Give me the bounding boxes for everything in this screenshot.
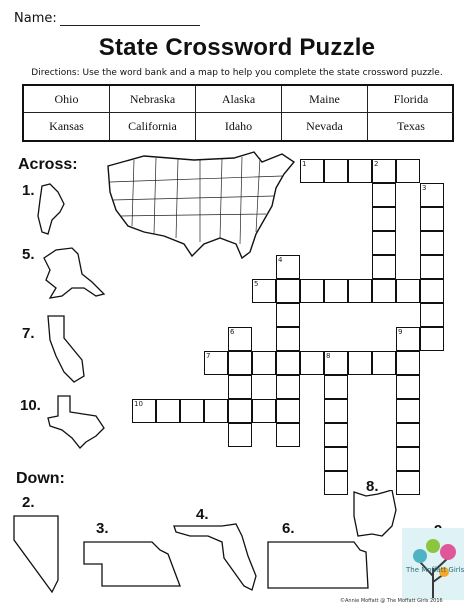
- texas-outline: [44, 394, 108, 450]
- crossword-cell-number: 5: [254, 280, 259, 288]
- crossword-cell[interactable]: [372, 255, 396, 279]
- crossword-cell[interactable]: [324, 447, 348, 471]
- crossword-cell[interactable]: [276, 327, 300, 351]
- down-clue-number: 8.: [366, 478, 379, 495]
- word-bank-item: Nebraska: [110, 86, 196, 113]
- across-heading: Across:: [18, 156, 78, 173]
- crossword-cell[interactable]: [276, 399, 300, 423]
- crossword-cell[interactable]: [396, 447, 420, 471]
- crossword-cell[interactable]: [372, 207, 396, 231]
- crossword-cell[interactable]: [276, 375, 300, 399]
- word-bank-item: Nevada: [282, 113, 368, 140]
- crossword-cell[interactable]: [300, 351, 324, 375]
- crossword-cell[interactable]: [396, 159, 420, 183]
- across-clue-number: 7.: [22, 325, 35, 342]
- word-bank-item: Alaska: [196, 86, 282, 113]
- crossword-cell[interactable]: [276, 279, 300, 303]
- nebraska-outline: [82, 540, 182, 590]
- crossword-cell[interactable]: [156, 399, 180, 423]
- down-clue-number: 4.: [196, 506, 209, 523]
- crossword-cell[interactable]: [276, 423, 300, 447]
- california-outline: [44, 312, 88, 388]
- crossword-cell[interactable]: [396, 351, 420, 375]
- nevada-outline: [12, 514, 64, 596]
- crossword-cell[interactable]: [372, 279, 396, 303]
- crossword-cell[interactable]: [204, 399, 228, 423]
- crossword-cell[interactable]: [348, 279, 372, 303]
- copyright-text: ©Annie Moffatt @ The Moffatt Girls 2016: [340, 598, 443, 604]
- kansas-outline: [266, 540, 372, 592]
- crossword-cell-number: 9: [398, 328, 403, 336]
- crossword-cell[interactable]: [396, 279, 420, 303]
- word-bank-item: California: [110, 113, 196, 140]
- name-label: Name:: [14, 11, 57, 26]
- crossword-cell[interactable]: [348, 159, 372, 183]
- crossword-cell-number: 4: [278, 256, 283, 264]
- word-bank: [22, 84, 454, 142]
- down-clue-number: 6.: [282, 520, 295, 537]
- crossword-cell-number: 2: [374, 160, 379, 168]
- crossword-cell[interactable]: [420, 255, 444, 279]
- crossword-cell-number: 3: [422, 184, 427, 192]
- moffatt-girls-logo: [402, 528, 464, 600]
- crossword-cell[interactable]: [420, 327, 444, 351]
- word-bank-item: Florida: [368, 86, 454, 113]
- crossword-cell[interactable]: [228, 375, 252, 399]
- ohio-outline: [352, 490, 400, 542]
- crossword-cell[interactable]: [324, 159, 348, 183]
- maine-outline: [34, 182, 68, 238]
- crossword-cell[interactable]: [396, 399, 420, 423]
- page-title: State Crossword Puzzle: [98, 34, 376, 61]
- crossword-cell[interactable]: [372, 183, 396, 207]
- directions-text: Directions: Use the word bank and a map to help you complete the state crossword puzzle.: [31, 68, 443, 78]
- florida-outline: [172, 520, 262, 596]
- crossword-cell[interactable]: [324, 375, 348, 399]
- crossword-cell[interactable]: [228, 423, 252, 447]
- usa-map-outline: [104, 148, 298, 264]
- across-clue-number: 10.: [20, 397, 41, 414]
- word-bank-item: Maine: [282, 86, 368, 113]
- word-bank-item: Texas: [397, 119, 425, 133]
- crossword-cell[interactable]: [420, 231, 444, 255]
- across-clue-number: 1.: [22, 182, 35, 199]
- crossword-cell[interactable]: [372, 231, 396, 255]
- crossword-cell[interactable]: [420, 279, 444, 303]
- crossword-cell-number: 1: [302, 160, 307, 168]
- crossword-cell[interactable]: [276, 351, 300, 375]
- crossword-cell-number: 8: [326, 352, 331, 360]
- crossword-cell[interactable]: [348, 351, 372, 375]
- crossword-cell[interactable]: [396, 423, 420, 447]
- crossword-cell[interactable]: [420, 207, 444, 231]
- crossword-cell[interactable]: [252, 351, 276, 375]
- crossword-cell[interactable]: [420, 303, 444, 327]
- crossword-cell[interactable]: [252, 399, 276, 423]
- name-line[interactable]: [60, 25, 200, 26]
- crossword-cell[interactable]: [300, 279, 324, 303]
- crossword-cell[interactable]: [180, 399, 204, 423]
- logo-text: The Moffatt Girls: [406, 566, 464, 574]
- crossword-cell[interactable]: [324, 279, 348, 303]
- crossword-cell[interactable]: [396, 375, 420, 399]
- crossword-cell[interactable]: [396, 471, 420, 495]
- word-bank-item: Ohio: [24, 86, 110, 113]
- down-clue-number: 2.: [22, 494, 35, 511]
- crossword-cell[interactable]: [372, 351, 396, 375]
- word-bank-item: Idaho: [196, 113, 282, 140]
- word-bank-item: Kansas: [24, 113, 110, 140]
- crossword-cell-number: 6: [230, 328, 235, 336]
- crossword-cell[interactable]: [228, 399, 252, 423]
- crossword-cell[interactable]: [324, 471, 348, 495]
- crossword-cell[interactable]: [324, 399, 348, 423]
- alaska-outline: [38, 244, 108, 304]
- down-clue-number: 3.: [96, 520, 109, 537]
- crossword-cell[interactable]: [228, 351, 252, 375]
- crossword-cell-number: 7: [206, 352, 211, 360]
- crossword-cell-number: 10: [134, 400, 143, 408]
- down-heading: Down:: [16, 470, 65, 487]
- across-clue-number: 5.: [22, 246, 35, 263]
- crossword-cell[interactable]: [276, 303, 300, 327]
- crossword-cell[interactable]: [324, 423, 348, 447]
